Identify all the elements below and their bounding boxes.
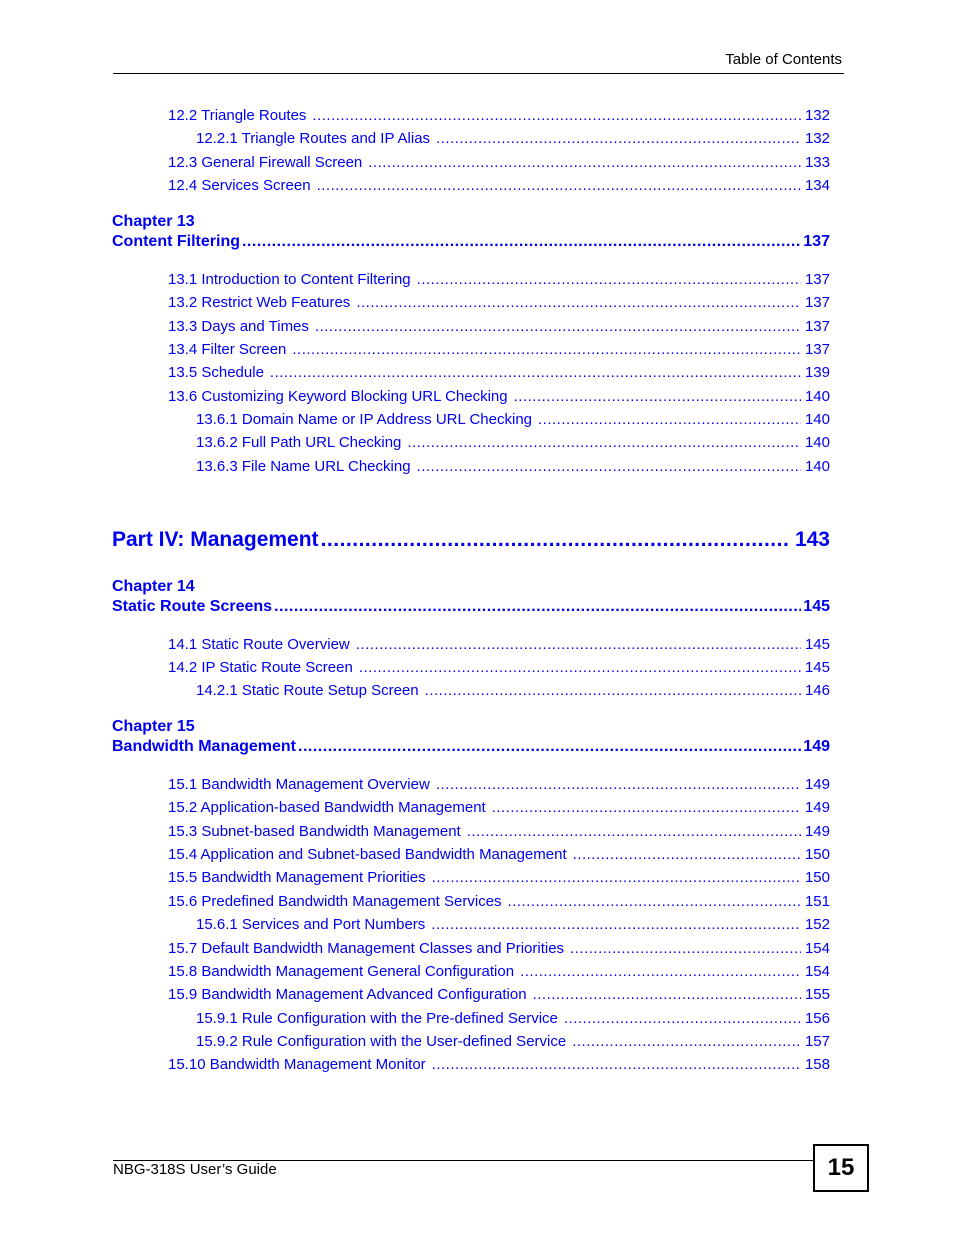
dot-leader	[573, 846, 801, 863]
dot-leader	[417, 458, 801, 475]
guide-title: NBG-318S User’s Guide	[113, 1161, 277, 1178]
toc-entry-13-6-3[interactable]: 13.6.3 File Name URL Checking ..... 140	[196, 458, 830, 478]
dot-leader	[431, 916, 801, 933]
dot-leader	[298, 738, 801, 756]
dot-leader	[270, 364, 801, 381]
toc-entry-15-6[interactable]: 15.6 Predefined Bandwidth Management Services ..... 151	[168, 893, 830, 913]
chapter-15-title[interactable]: Bandwidth Management ..... 149	[112, 738, 830, 759]
page-number: 15	[827, 1154, 855, 1181]
toc-entry-14-2-1[interactable]: 14.2.1 Static Route Setup Screen ..... 146	[196, 682, 830, 702]
dot-leader	[315, 318, 801, 335]
toc-entry-13-3[interactable]: 13.3 Days and Times ..... 137	[168, 318, 830, 338]
dot-leader	[317, 177, 801, 194]
dot-leader	[572, 1033, 801, 1050]
toc-entry-14-1[interactable]: 14.1 Static Route Overview ..... 145	[168, 636, 830, 656]
dot-leader	[356, 294, 801, 311]
dot-leader	[417, 271, 801, 288]
chapter-13-title[interactable]: Content Filtering ..... 137	[112, 233, 830, 254]
toc-entry-15-3[interactable]: 15.3 Subnet-based Bandwidth Management ..... 149	[168, 823, 830, 843]
dot-leader	[520, 963, 801, 980]
dot-leader	[432, 869, 801, 886]
chapter-15-label[interactable]: Chapter 15	[112, 718, 195, 735]
dot-leader	[242, 233, 801, 251]
dot-leader	[321, 528, 789, 552]
dot-leader	[432, 1056, 801, 1073]
toc-entry-14-2[interactable]: 14.2 IP Static Route Screen ..... 145	[168, 659, 830, 679]
dot-leader	[292, 341, 801, 358]
dot-leader	[508, 893, 801, 910]
dot-leader	[436, 776, 801, 793]
toc-entry-15-6-1[interactable]: 15.6.1 Services and Port Numbers ..... 152	[196, 916, 830, 936]
toc-entry-12-2[interactable]: 12.2 Triangle Routes ..... 132	[168, 107, 830, 127]
toc-entry-13-6[interactable]: 13.6 Customizing Keyword Blocking URL Checking ..... 140	[168, 388, 830, 408]
dot-leader	[492, 799, 801, 816]
chapter-14-label[interactable]: Chapter 14	[112, 578, 195, 595]
dot-leader	[436, 130, 801, 147]
toc-entry-15-7[interactable]: 15.7 Default Bandwidth Management Classes and Priorities ..... 154	[168, 940, 830, 960]
page-number-box	[813, 1144, 869, 1192]
running-header: Table of Contents	[725, 51, 842, 68]
toc-entry-12-2-1[interactable]: 12.2.1 Triangle Routes and IP Alias ..... 132	[196, 130, 830, 150]
toc-entry-13-5[interactable]: 13.5 Schedule ..... 139	[168, 364, 830, 384]
toc-entry-13-6-2[interactable]: 13.6.2 Full Path URL Checking ..... 140	[196, 434, 830, 454]
dot-leader	[312, 107, 801, 124]
dot-leader	[514, 388, 801, 405]
dot-leader	[425, 682, 801, 699]
toc-entry-15-4[interactable]: 15.4 Application and Subnet-based Bandwidth Management ..... 150	[168, 846, 830, 866]
chapter-13-label[interactable]: Chapter 13	[112, 213, 195, 230]
dot-leader	[274, 598, 801, 616]
dot-leader	[538, 411, 801, 428]
part-4-title[interactable]: Part IV: Management ..... 143	[112, 528, 830, 556]
toc-entry-13-4[interactable]: 13.4 Filter Screen ..... 137	[168, 341, 830, 361]
toc-entry-15-9-1[interactable]: 15.9.1 Rule Configuration with the Pre-defined Service ..... 156	[196, 1010, 830, 1030]
toc-entry-15-9[interactable]: 15.9 Bandwidth Management Advanced Configuration ..... 155	[168, 986, 830, 1006]
dot-leader	[359, 659, 801, 676]
dot-leader	[533, 986, 801, 1003]
toc-entry-15-2[interactable]: 15.2 Application-based Bandwidth Management ..... 149	[168, 799, 830, 819]
header-rule	[113, 73, 844, 74]
toc-entry-13-1[interactable]: 13.1 Introduction to Content Filtering ..... 137	[168, 271, 830, 291]
toc-entry-13-2[interactable]: 13.2 Restrict Web Features ..... 137	[168, 294, 830, 314]
dot-leader	[407, 434, 801, 451]
dot-leader	[570, 940, 801, 957]
toc-entry-15-9-2[interactable]: 15.9.2 Rule Configuration with the User-defined Service ..... 157	[196, 1033, 830, 1053]
toc-entry-15-5[interactable]: 15.5 Bandwidth Management Priorities ..... 150	[168, 869, 830, 889]
dot-leader	[467, 823, 801, 840]
dot-leader	[368, 154, 801, 171]
toc-entry-15-8[interactable]: 15.8 Bandwidth Management General Configuration ..... 154	[168, 963, 830, 983]
toc-entry-13-6-1[interactable]: 13.6.1 Domain Name or IP Address URL Checking ..... 140	[196, 411, 830, 431]
dot-leader	[564, 1010, 801, 1027]
toc-entry-12-4[interactable]: 12.4 Services Screen ..... 134	[168, 177, 830, 197]
toc-entry-15-1[interactable]: 15.1 Bandwidth Management Overview ..... 149	[168, 776, 830, 796]
toc-entry-15-10[interactable]: 15.10 Bandwidth Management Monitor ..... 158	[168, 1056, 830, 1076]
dot-leader	[356, 636, 801, 653]
chapter-14-title[interactable]: Static Route Screens ..... 145	[112, 598, 830, 619]
toc-entry-12-3[interactable]: 12.3 General Firewall Screen ..... 133	[168, 154, 830, 174]
